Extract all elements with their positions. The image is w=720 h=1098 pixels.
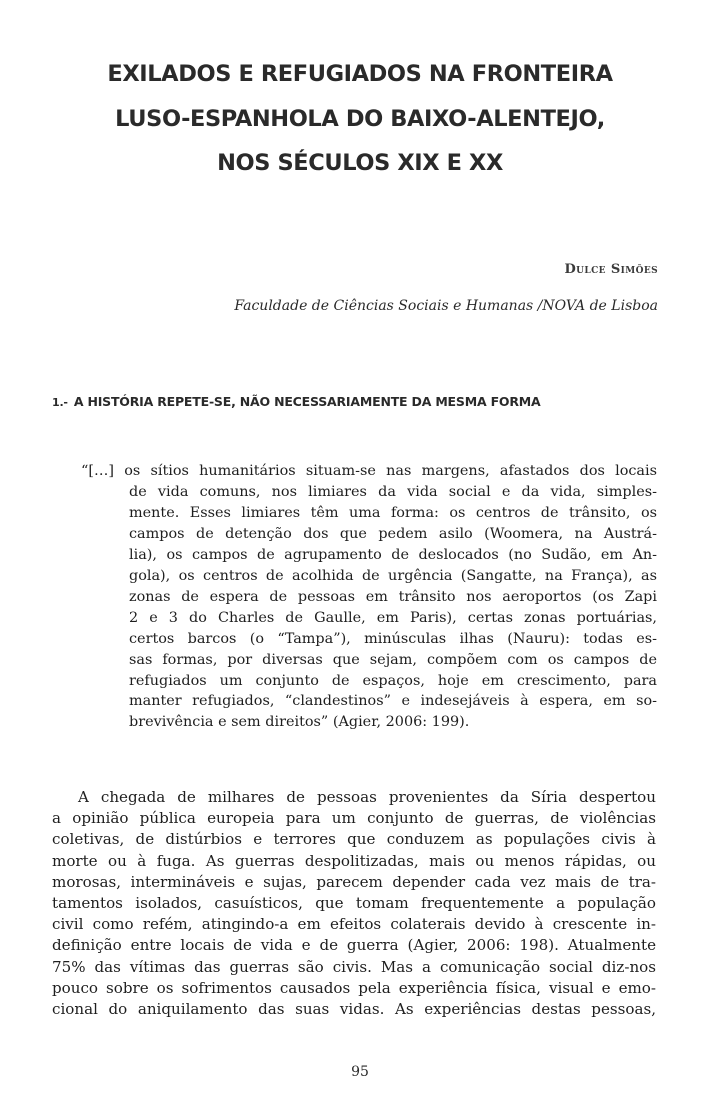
body-line: civil como refém, atingindo-a em efeitos colaterais devido à crescente in- [52,915,656,934]
title-line: NOS SÉCULOS XIX E XX [217,150,503,176]
quote-line: zonas de espera de pessoas em trânsito nos aeroportos (os Zapi [129,588,657,605]
quote-line: gola), os centros de acolhida de urgência (Sangatte, na França), as [129,567,657,584]
title-line: LUSO-ESPANHOLA DO BAIXO-ALENTEJO, [115,105,605,132]
body-line: tamentos isolados, casuísticos, que tomam frequentemente a população [52,894,656,913]
quote-line: certos barcos (o “Tampa”), minúsculas ilhas (Nauru): todas es- [129,630,657,647]
body-line: a opinião pública europeia para um conjunto de guerras, de violências [52,809,656,828]
body-line: morte ou à fuga. As guerras despolitizadas, mais ou menos rápidas, ou [52,851,656,870]
quote-line: manter refugiados, “clandestinos” e indesejáveis à espera, em so- [129,693,657,710]
section-heading [52,394,540,409]
title-line: EXILADOS E REFUGIADOS NA FRONTEIRA [107,61,613,87]
quote-line: de vida comuns, nos limiares da vida social e da vida, simples- [129,483,657,500]
author-affiliation: Faculdade de Ciências Sociais e Humanas /NOVA de Lisboa [234,298,658,314]
quote-line: “[…] os sítios humanitários situam-se nas margens, afastados dos locais [81,463,657,479]
quote-line: brevivência e sem direitos” (Agier, 2006: 199). [129,714,470,731]
section-title: A HISTÓRIA REPETE-SE, NÃO NECESSARIAMENTE DA MESMA FORMA [73,394,541,409]
page-number: 95 [351,1064,369,1080]
author-name: Dulce Simões [564,262,658,277]
quote-line: lia), os campos de agrupamento de deslocados (no Sudão, em An- [129,546,657,563]
quote-line: refugiados um conjunto de espaços, hoje em crescimento, para [129,672,657,689]
body-paragraph [52,787,656,1020]
article-title [60,52,660,186]
block-quote [81,461,657,733]
body-line: definição entre locais de vida e de guerra (Agier, 2006: 198). Atualmente [52,936,656,955]
body-line: pouco sobre os sofrimentos causados pela experiência física, visual e emo- [52,978,656,997]
quote-line: 2 e 3 do Charles de Gaulle, em Paris), certas zonas portuárias, [129,609,657,626]
quote-line: sas formas, por diversas que sejam, compõem com os campos de [129,651,657,668]
quote-line: campos de detenção dos que pedem asilo (Woomera, na Austrá- [129,525,657,542]
body-line: cional do aniquilamento das suas vidas. As experiências destas pessoas, [52,1000,656,1019]
quote-line: mente. Esses limiares têm uma forma: os centros de trânsito, os [129,504,657,521]
body-line: 75% das vítimas das guerras são civis. Mas a comunicação social diz-nos [52,957,656,976]
body-line: morosas, intermináveis e sujas, parecem depender cada vez mais de tra- [52,872,656,891]
section-number: 1.- [52,396,68,409]
body-line: coletivas, de distúrbios e terrores que conduzem as populações civis à [52,830,656,849]
body-line: A chegada de milhares de pessoas provenientes da Síria despertou [78,788,656,806]
